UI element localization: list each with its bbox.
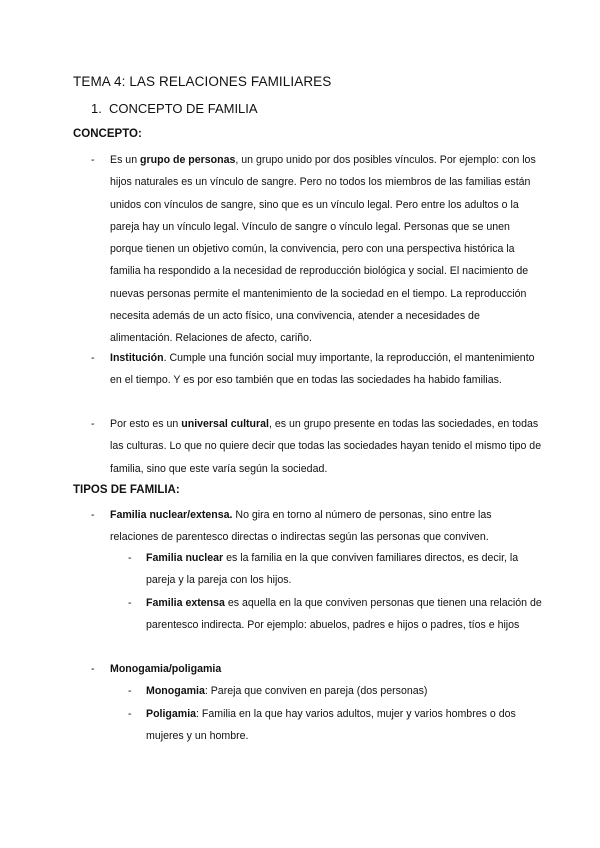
item-text-bold: Familia nuclear/extensa. [110,509,233,521]
item-text-bold: Institución [110,352,164,364]
item-text-bold: universal cultural [181,418,269,430]
bullet-dash: - [91,509,95,521]
item-text-post: , es un grupo presente en todas las sociedades, en todas las culturas. Lo que no quiere decir que todas las sociedades hayan tenido el mismo tipo de familia, sino que este varía según la sociedad. [110,418,542,475]
concepto-item-institucion [110,347,542,392]
bullet-dash: - [128,597,132,609]
item-text-bold: grupo de personas [140,154,236,166]
section-number: 1. [91,101,102,116]
tipo-familia-nuclear [146,547,546,592]
item-text-pre: Es un [110,154,141,166]
item-text-bold: Monogamia [146,685,205,697]
item-text-bold: Monogamia/poligamia [110,663,222,675]
item-text-post: es aquella en la que conviven personas que tienen una relación de parentesco indirecta. Por ejemplo: abuelos, padres e hijos o padres, tíos e hijos [146,597,542,632]
bullet-dash: - [91,154,95,166]
tipo-mono-poli [110,658,542,680]
item-text-post: es la familia en la que conviven familiares directos, es decir, la pareja y la pareja con los hijos. [146,552,519,587]
tipo-familia-extensa [146,592,546,637]
item-text-pre: Por esto es un [110,418,182,430]
section-label: CONCEPTO DE FAMILIA [109,101,258,116]
item-text-post: No gira en torno al número de personas, sino entre las relaciones de parentesco directas o indirectas según las personas que conviven. [110,509,492,544]
page-title: TEMA 4: LAS RELACIONES FAMILIARES [73,74,332,89]
concepto-item-universal [110,413,542,480]
item-text-bold: Poligamia [146,708,197,720]
item-text-bold: Familia nuclear [146,552,224,564]
bullet-dash: - [128,685,132,697]
bullet-dash: - [91,418,95,430]
concepto-heading: CONCEPTO: [73,128,142,140]
concepto-item-grupo [110,149,542,350]
item-text-post: , un grupo unido por dos posibles vínculos. Por ejemplo: con los hijos naturales es un vínculo de sangre. Pero no todos los miembros de las familias están unidos con vínculos de sangre, sino que es un vínculo legal. Pero entre los adultos o la pareja hay un vínculo legal. Vínculo de sangre o vínculo legal. Personas que se unen porque tienen un objetivo común, la convivencia, pero con una perspectiva histórica la familia ha respondido a la necesidad de reproducción biológica y social. El nacimiento de nuevas personas permite el mantenimiento de la sociedad en el tiempo. La reproducción necesita además de un acto físico, una convivencia, atender a necesidades de alimentación. Relaciones de afecto, cariño. [110,154,536,345]
tipo-nuclear-extensa [110,504,542,549]
item-text-bold: Familia extensa [146,597,225,609]
bullet-dash: - [91,663,95,675]
item-text-post: : Pareja que conviven en pareja (dos personas) [204,685,428,697]
item-text-post: : Familia en la que hay varios adultos, mujer y varios hombres o dos mujeres y un hombre. [146,708,516,743]
item-text-post: . Cumple una función social muy importante, la reproducción, el mantenimiento en el tiempo. Y es por eso también que en todas las sociedades ha habido familias. [110,352,535,387]
bullet-dash: - [128,552,132,564]
bullet-dash: - [128,708,132,720]
tipo-poligamia [146,703,546,748]
bullet-dash: - [91,352,95,364]
tipo-monogamia [146,680,546,702]
section-heading [91,101,258,116]
tipos-heading: TIPOS DE FAMILIA: [73,484,180,496]
